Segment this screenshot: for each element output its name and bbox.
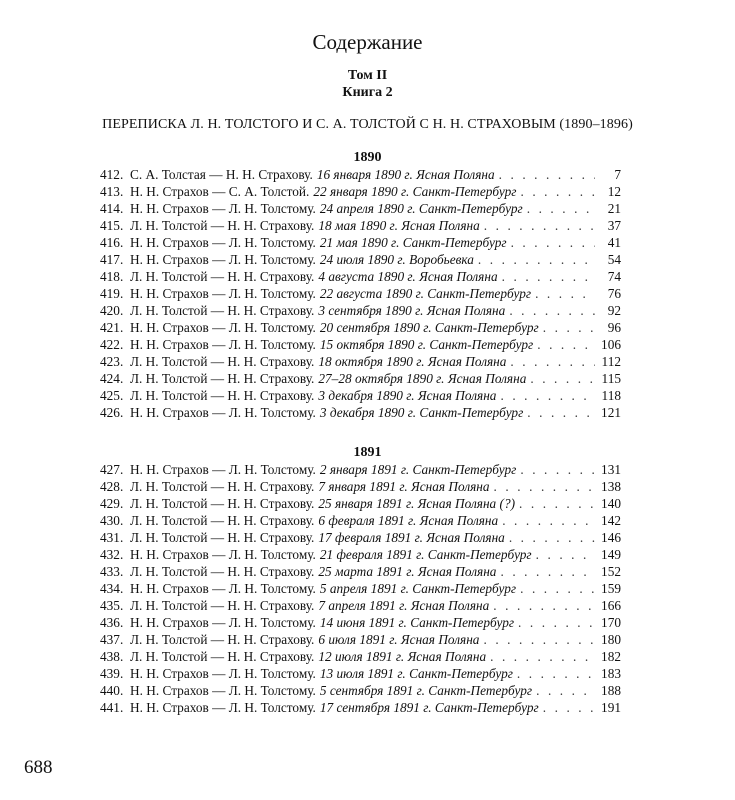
toc-entry [100,183,621,200]
toc-entry [100,495,621,512]
entry-correspondents: Н. Н. Страхов — Л. Н. Толстому. [130,235,316,250]
dot-leader [543,319,595,336]
entry-date-place: 15 октября 1890 г. Санкт-Петербург [319,337,534,352]
entry-page: 146 [601,530,621,545]
entry-date-place: 2 января 1891 г. Санкт-Петербург [319,462,517,477]
entry-number: 439. [100,666,124,681]
dot-leader [527,404,595,421]
dot-leader [527,200,595,217]
entry-page: 188 [601,683,621,698]
dot-leader [493,597,595,614]
entry-page: 106 [601,337,621,352]
dot-leader [517,665,595,682]
toc-entry [100,614,621,631]
entry-number: 420. [100,303,124,318]
entry-date-place: 4 августа 1890 г. Ясная Поляна [318,269,498,284]
entry-page: 121 [601,405,621,420]
entry-page: 92 [607,303,621,318]
entry-number: 440. [100,683,124,698]
toc-entry [100,217,621,234]
entry-date-place: 24 июля 1890 г. Воробьевка [319,252,474,267]
entry-page: 7 [614,167,621,182]
entry-date-place: 3 декабря 1890 г. Ясная Поляна [318,388,497,403]
dot-leader [543,699,595,716]
entry-number: 437. [100,632,124,647]
dot-leader [490,648,595,665]
entry-number: 434. [100,581,124,596]
entry-date-place: 5 апреля 1891 г. Санкт-Петербург [319,581,517,596]
dot-leader [537,336,595,353]
entry-number: 416. [100,235,124,250]
entry-correspondents: Л. Н. Толстой — Н. Н. Страхову. [130,354,315,369]
entry-number: 421. [100,320,124,335]
entry-correspondents: Н. Н. Страхов — Л. Н. Толстому. [130,547,316,562]
entry-number: 431. [100,530,124,545]
entry-correspondents: Н. Н. Страхов — Л. Н. Толстому. [130,700,316,715]
dot-leader [478,251,595,268]
entry-correspondents: Л. Н. Толстой — Н. Н. Страхову. [130,496,315,511]
entry-date-place: 13 июля 1891 г. Санкт-Петербург [319,666,513,681]
dot-leader [509,302,595,319]
entry-number: 413. [100,184,124,199]
entry-date-place: 22 августа 1890 г. Санкт-Петербург [319,286,532,301]
entry-date-place: 7 января 1891 г. Ясная Поляна [318,479,490,494]
toc-entry [100,353,621,370]
entry-correspondents: Н. Н. Страхов — Л. Н. Толстому. [130,405,316,420]
dot-leader [520,183,595,200]
toc-entry [100,200,621,217]
entry-date-place: 16 января 1890 г. Ясная Поляна [316,167,495,182]
dot-leader [535,285,595,302]
entry-number: 424. [100,371,124,386]
entry-correspondents: Л. Н. Толстой — Н. Н. Страхову. [130,388,315,403]
entry-date-place: 27–28 октября 1890 г. Ясная Поляна [318,371,527,386]
entry-date-place: 24 апреля 1890 г. Санкт-Петербург [319,201,523,216]
dot-leader [520,580,595,597]
entry-number: 428. [100,479,124,494]
entry-page: 138 [601,479,621,494]
dot-leader [519,495,595,512]
entry-correspondents: Н. Н. Страхов — Л. Н. Толстому. [130,337,316,352]
entry-page: 152 [601,564,621,579]
entry-page: 74 [607,269,621,284]
entry-date-place: 21 февраля 1891 г. Санкт-Петербург [319,547,532,562]
toc-entry [100,665,621,682]
toc-entry [100,682,621,699]
year-heading-1891: 1891 [353,445,382,460]
entry-number: 436. [100,615,124,630]
entry-date-place: 6 февраля 1891 г. Ясная Поляна [318,513,499,528]
dot-leader [502,512,595,529]
entry-correspondents: Н. Н. Страхов — Л. Н. Толстому. [130,581,316,596]
toc-entry [100,285,621,302]
toc-entry [100,234,621,251]
entry-date-place: 7 апреля 1891 г. Ясная Поляна [318,598,490,613]
dot-leader [499,166,595,183]
toc-list-1890 [100,166,621,421]
toc-entry [100,597,621,614]
entry-page: 118 [601,388,621,403]
entry-page: 112 [601,354,621,369]
entry-correspondents: Л. Н. Толстой — Н. Н. Страхову. [130,513,315,528]
book-heading: Книга 2 [342,85,393,100]
entry-page: 166 [601,598,621,613]
entry-date-place: 14 июня 1891 г. Санкт-Петербург [319,615,515,630]
entry-date-place: 17 сентября 1891 г. Санкт-Петербург [319,700,539,715]
entry-number: 412. [100,167,124,182]
toc-entry [100,387,621,404]
toc-entry [100,404,621,421]
dot-leader [536,682,595,699]
entry-page: 180 [601,632,621,647]
dot-leader [510,353,595,370]
entry-correspondents: Л. Н. Толстой — Н. Н. Страхову. [130,598,315,613]
toc-entry [100,546,621,563]
entry-correspondents: Н. Н. Страхов — Л. Н. Толстому. [130,462,316,477]
section-heading: ПЕРЕПИСКА Л. Н. ТОЛСТОГО И С. А. ТОЛСТОЙ С Н. Н. СТРАХОВЫМ (1890–1896) [102,117,633,132]
year-heading-1890: 1890 [353,150,382,165]
entry-number: 419. [100,286,124,301]
page-title: Содержание [312,30,423,54]
dot-leader [511,234,595,251]
entry-correspondents: Л. Н. Толстой — Н. Н. Страхову. [130,269,315,284]
entry-correspondents: С. А. Толстая — Н. Н. Страхову. [130,167,313,182]
entry-date-place: 3 сентября 1890 г. Ясная Поляна [318,303,506,318]
entry-page: 37 [607,218,621,233]
entry-page: 76 [607,286,621,301]
entry-page: 140 [601,496,621,511]
entry-page: 159 [601,581,621,596]
entry-correspondents: Н. Н. Страхов — С. А. Толстой. [130,184,310,199]
dot-leader [502,268,595,285]
entry-number: 418. [100,269,124,284]
toc-entry [100,268,621,285]
entry-page: 142 [601,513,621,528]
dot-leader [494,478,595,495]
toc-entry [100,699,621,716]
entry-number: 423. [100,354,124,369]
entry-number: 425. [100,388,124,403]
entry-number: 430. [100,513,124,528]
entry-page: 191 [601,700,621,715]
toc-entry [100,461,621,478]
dot-leader [518,614,595,631]
entry-date-place: 5 сентября 1891 г. Санкт-Петербург [319,683,533,698]
entry-number: 429. [100,496,124,511]
entry-number: 441. [100,700,124,715]
entry-number: 422. [100,337,124,352]
entry-correspondents: Л. Н. Толстой — Н. Н. Страхову. [130,303,315,318]
entry-page: 12 [607,184,621,199]
toc-entry [100,251,621,268]
toc-entry [100,563,621,580]
entry-correspondents: Н. Н. Страхов — Л. Н. Толстому. [130,201,316,216]
toc-entry [100,631,621,648]
entry-date-place: 25 января 1891 г. Ясная Поляна (?) [318,496,516,511]
entry-correspondents: Л. Н. Толстой — Н. Н. Страхову. [130,530,315,545]
entry-correspondents: Л. Н. Толстой — Н. Н. Страхову. [130,218,315,233]
entry-date-place: 3 декабря 1890 г. Санкт-Петербург [319,405,524,420]
toc-list-1891 [100,461,621,716]
entry-number: 415. [100,218,124,233]
entry-correspondents: Н. Н. Страхов — Л. Н. Толстому. [130,252,316,267]
entry-date-place: 25 марта 1891 г. Ясная Поляна [318,564,497,579]
entry-page: 54 [607,252,621,267]
entry-number: 438. [100,649,124,664]
entry-date-place: 18 мая 1890 г. Ясная Поляна [318,218,480,233]
dot-leader [530,370,595,387]
dot-leader [509,529,595,546]
entry-page: 115 [601,371,621,386]
entry-page: 131 [601,462,621,477]
entry-page: 96 [607,320,621,335]
entry-number: 435. [100,598,124,613]
entry-date-place: 21 мая 1890 г. Санкт-Петербург [319,235,507,250]
toc-entry [100,478,621,495]
entry-date-place: 20 сентября 1890 г. Санкт-Петербург [319,320,539,335]
entry-date-place: 12 июля 1891 г. Ясная Поляна [318,649,487,664]
entry-page: 149 [601,547,621,562]
toc-entry [100,302,621,319]
dot-leader [500,387,595,404]
toc-entry [100,648,621,665]
entry-page: 41 [607,235,621,250]
toc-entry [100,336,621,353]
entry-correspondents: Н. Н. Страхов — Л. Н. Толстому. [130,683,316,698]
entry-page: 182 [601,649,621,664]
entry-correspondents: Л. Н. Толстой — Н. Н. Страхову. [130,632,315,647]
entry-correspondents: Л. Н. Толстой — Н. Н. Страхову. [130,371,315,386]
page-number: 688 [24,757,53,778]
dot-leader [484,217,595,234]
toc-entry [100,319,621,336]
entry-correspondents: Н. Н. Страхов — Л. Н. Толстому. [130,320,316,335]
entry-number: 427. [100,462,124,477]
entry-correspondents: Н. Н. Страхов — Л. Н. Толстому. [130,615,316,630]
toc-entry [100,529,621,546]
entry-correspondents: Л. Н. Толстой — Н. Н. Страхову. [130,479,315,494]
entry-date-place: 17 февраля 1891 г. Ясная Поляна [318,530,505,545]
volume-heading: Том II [347,68,388,83]
entry-page: 21 [607,201,621,216]
entry-number: 417. [100,252,124,267]
toc-entry [100,512,621,529]
entry-number: 426. [100,405,124,420]
entry-number: 414. [100,201,124,216]
toc-entry [100,580,621,597]
entry-date-place: 22 января 1890 г. Санкт-Петербург [313,184,517,199]
dot-leader [500,563,595,580]
entry-page: 170 [601,615,621,630]
entry-page: 183 [601,666,621,681]
toc-entry [100,166,621,183]
entry-correspondents: Н. Н. Страхов — Л. Н. Толстому. [130,666,316,681]
entry-date-place: 6 июля 1891 г. Ясная Поляна [318,632,480,647]
dot-leader [483,631,595,648]
entry-correspondents: Л. Н. Толстой — Н. Н. Страхову. [130,649,315,664]
dot-leader [536,546,595,563]
entry-number: 432. [100,547,124,562]
entry-correspondents: Н. Н. Страхов — Л. Н. Толстому. [130,286,316,301]
toc-entry [100,370,621,387]
entry-number: 433. [100,564,124,579]
entry-correspondents: Л. Н. Толстой — Н. Н. Страхову. [130,564,315,579]
entry-date-place: 18 октября 1890 г. Ясная Поляна [318,354,507,369]
dot-leader [520,461,595,478]
